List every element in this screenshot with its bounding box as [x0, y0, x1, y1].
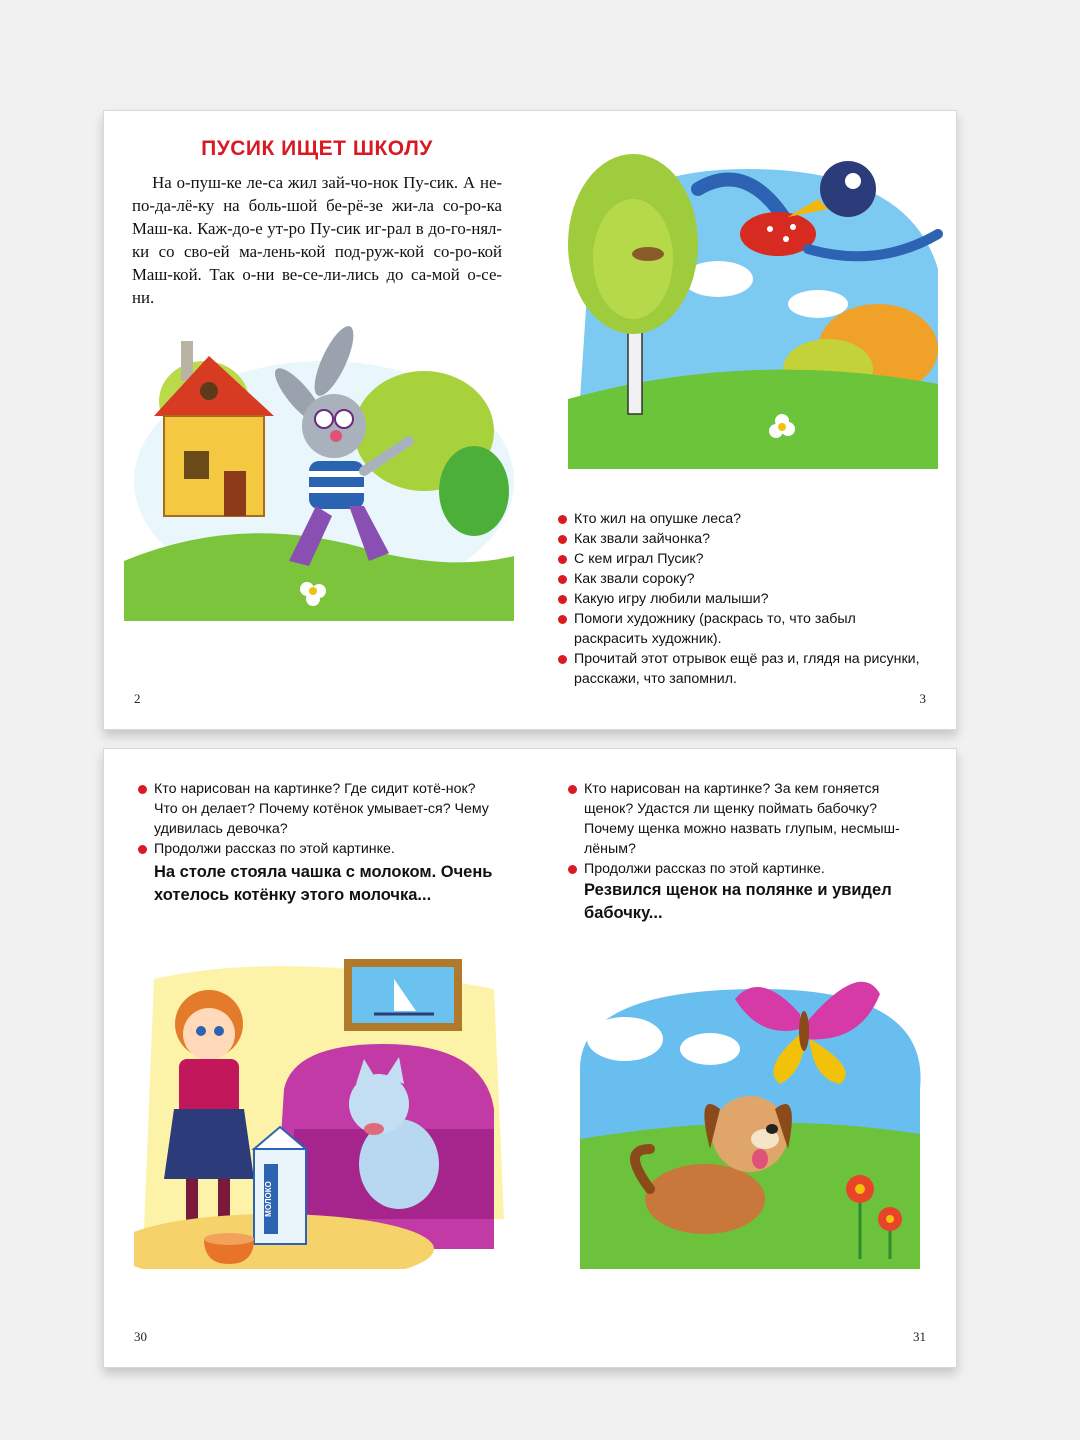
question-item: Продолжи рассказ по этой картинке. [568, 859, 930, 879]
bunny-house-illustration [124, 321, 514, 621]
page-30 [104, 749, 530, 1367]
question-item: Кто нарисован на картинке? За кем гоняется щенок? Удастся ли щенку поймать бабочку? Почему щенка можно назвать глупым, несмыш-лёным? [568, 779, 930, 859]
book-spread-top [103, 110, 957, 730]
story-prompt: Резвился щенок на полянке и увидел бабочку... [584, 881, 892, 922]
page-31 [530, 749, 956, 1367]
carton-label: МОЛОКО [264, 1181, 273, 1217]
story-title: ПУСИК ИЩЕТ ШКОЛУ [201, 137, 433, 160]
page-number: 2 [134, 691, 141, 706]
question-item: Кто нарисован на картинке? Где сидит котё-нок? Что он делает? Почему котёнок умывает-ся? Чему удивилась девочка? [138, 779, 500, 839]
question-item: Помоги художнику (раскрась то, что забыл раскрасить художник). [558, 609, 930, 649]
question-item: Продолжи рассказ по этой картинке. [138, 839, 500, 859]
question-list [568, 779, 930, 879]
house-window [184, 451, 209, 479]
puppy-butterfly-illustration [560, 949, 940, 1279]
page-number: 30 [134, 1329, 147, 1344]
page-number: 31 [913, 1329, 926, 1344]
house-wall [164, 416, 264, 516]
question-item: Какую игру любили малыши? [558, 589, 930, 609]
question-item: Кто жил на опушке леса? [558, 509, 930, 529]
book-spread-bottom [103, 748, 957, 1368]
question-list [558, 509, 930, 689]
story-prompt: На столе стояла чашка с молоком. Очень хотелось котёнку этого молочка... [154, 863, 493, 904]
page-3 [530, 111, 956, 729]
house-chimney [181, 341, 193, 381]
page-2 [104, 111, 530, 729]
story-text: На о-пуш-ке ле-са жил зай-чо-нок Пу-сик. А не-по-да-лё-ку на боль-шой бе-рё-зе жи-ла со-ро-ка Маш-ка. Каж-до-е ут-ро Пу-сик иг-рал в до-го-нял-ки со сво-ей ма-лень-кой под-руж-кой со-ро-кой Маш-кой. Так о-ни ве-се-ли-лись до са-мой о-се-ни. [132, 173, 502, 307]
magpie-birch-illustration [548, 129, 948, 469]
question-item: Как звали зайчонка? [558, 529, 930, 549]
bird-nest [632, 247, 664, 261]
girl-kitten-illustration [134, 949, 514, 1269]
question-item: Как звали сороку? [558, 569, 930, 589]
question-item: С кем играл Пусик? [558, 549, 930, 569]
page-number: 3 [919, 691, 926, 706]
question-item: Прочитай этот отрывок ещё раз и, глядя на рисунки, расскажи, что запомнил. [558, 649, 930, 689]
milk-carton [254, 1127, 306, 1244]
question-list [138, 779, 500, 859]
